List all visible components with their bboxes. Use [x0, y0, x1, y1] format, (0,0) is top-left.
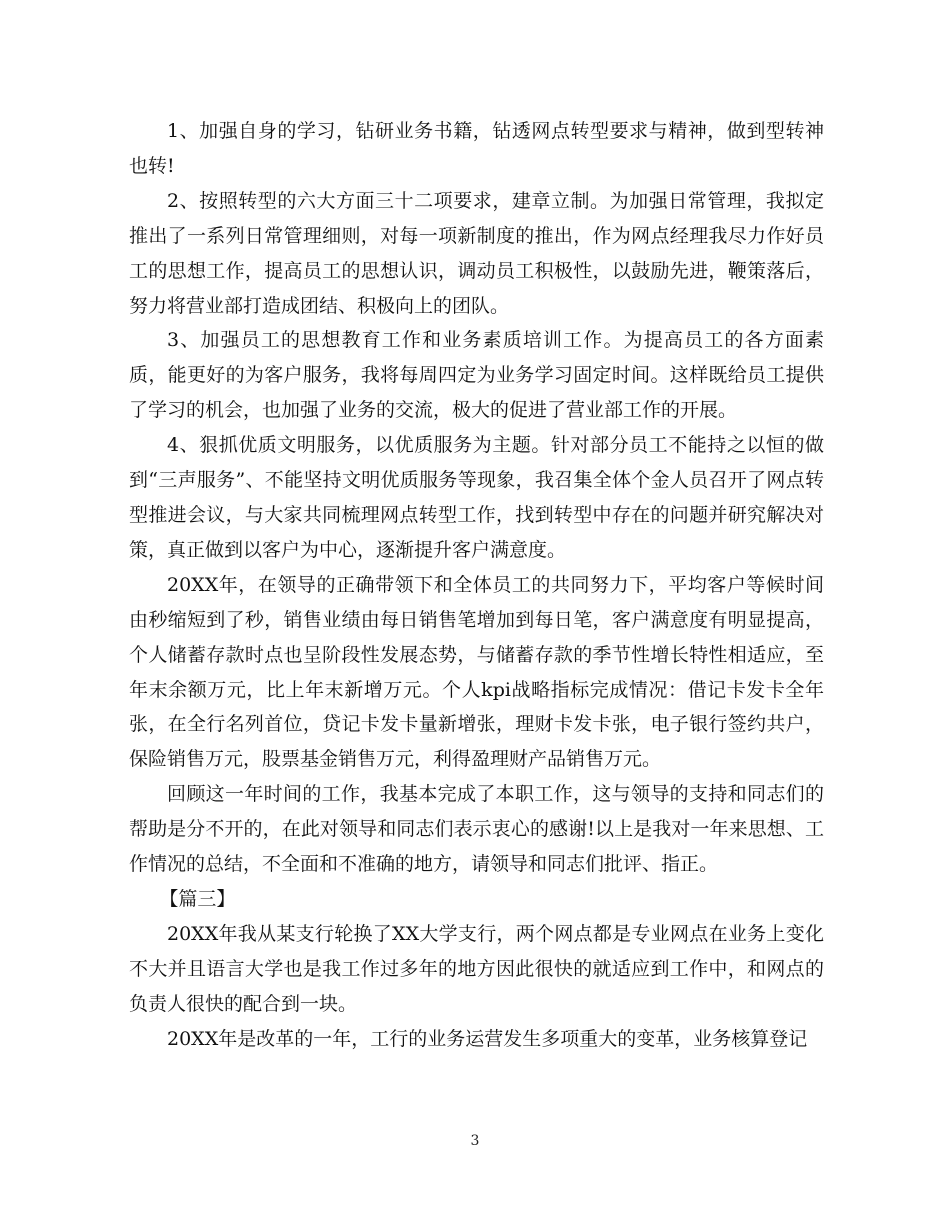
paragraph-item-4: 4、狠抓优质文明服务，以优质服务为主题。针对部分员工不能持之以恒的做到“三声服务”、不能坚持文明优质服务等现象，我召集全体个金人员召开了网点转型推进会议，与大家共同梳理网点转型工作，找到转型中存在的问题并研究解决对策，真正做到以客户为中心，逐渐提升客户满意度。: [129, 434, 824, 561]
document-body: [129, 114, 824, 1056]
paragraph-review: 回顾这一年时间的工作，我基本完成了本职工作，这与领导的支持和同志们的帮助是分不开的，在此对领导和同志们表示衷心的感谢!以上是我对一年来思想、工作情况的总结，不全面和不准确的地方，请领导和同志们批评、指正。: [129, 783, 824, 876]
paragraph-rotation: 20XX年我从某支行轮换了XX大学支行，两个网点都是专业网点在业务上变化不大并且语言大学也是我工作过多年的地方因此很快的就适应到工作中，和网点的负责人很快的配合到一块。: [129, 922, 824, 1015]
paragraph-item-3: 3、加强员工的思想教育工作和业务素质培训工作。为提高员工的各方面素质，能更好的为客户服务，我将每周四定为业务学习固定时间。这样既给员工提供了学习的机会，也加强了业务的交流，极大的促进了营业部工作的开展。: [129, 329, 824, 422]
paragraph-performance-summary: 20XX年，在领导的正确带领下和全体员工的共同努力下，平均客户等候时间由秒缩短到了秒，销售业绩由每日销售笔增加到每日笔，客户满意度有明显提高，个人储蓄存款时点也呈阶段性发展态势，与储蓄存款的季节性增长特性相适应，至年末余额万元，比上年末新增万元。个人kpi战略指标完成情况：借记卡发卡全年张，在全行名列首位，贷记卡发卡量新增张，理财卡发卡张，电子银行签约共户，保险销售万元，股票基金销售万元，利得盈理财产品销售万元。: [129, 573, 824, 771]
page-number: 3: [470, 1133, 480, 1149]
section-heading: 【篇三】: [159, 887, 236, 910]
paragraph-reform-year: 20XX年是改革的一年，工行的业务运营发生多项重大的变革，业务核算登记: [167, 1027, 808, 1050]
paragraph-item-2: 2、按照转型的六大方面三十二项要求，建章立制。为加强日常管理，我拟定推出了一系列日常管理细则，对每一项新制度的推出，作为网点经理我尽力作好员工的思想工作，提高员工的思想认识，调动员工积极性，以鼓励先进，鞭策落后，努力将营业部打造成团结、积极向上的团队。: [129, 189, 824, 317]
paragraph-item-1: 1、加强自身的学习，钻研业务书籍，钻透网点转型要求与精神，做到型转神也转!: [129, 120, 824, 177]
